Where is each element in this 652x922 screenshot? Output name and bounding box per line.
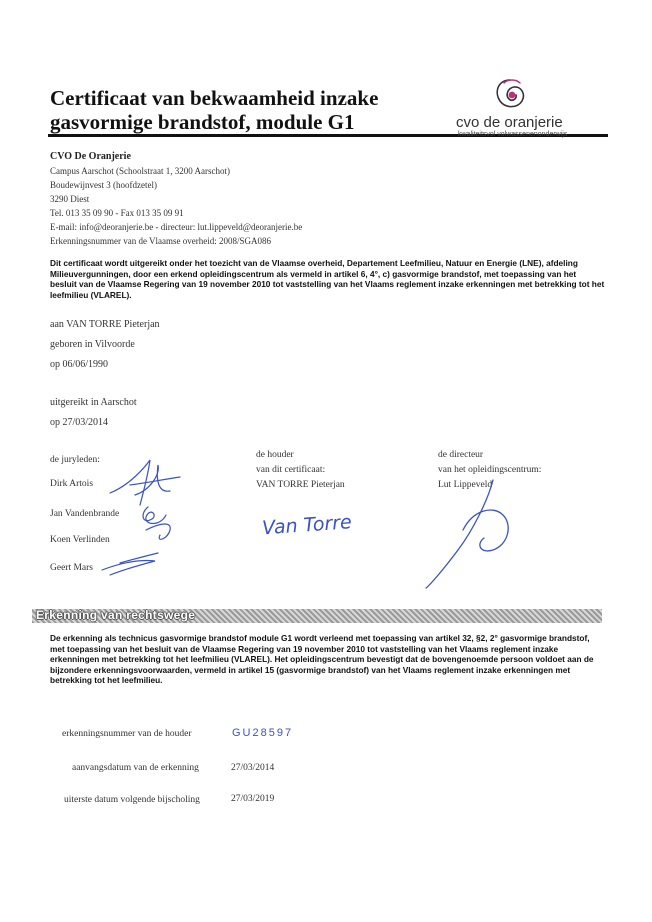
- org-registration: Erkenningsnummer van de Vlaamse overheid: 2008/SGA086: [50, 236, 272, 246]
- jury-member: Jan Vandenbrande: [50, 509, 120, 519]
- oranjerie-logo-icon: [490, 74, 530, 114]
- org-address-line2: 3290 Diest: [50, 194, 90, 204]
- jury-member: Geert Mars: [50, 563, 93, 573]
- jury-member: Koen Verlinden: [50, 535, 110, 545]
- jury-signatures-icon: [100, 455, 210, 580]
- org-address-line1: Boudewijnvest 3 (hoofdzetel): [50, 180, 157, 190]
- holder-signature-icon: [261, 505, 353, 545]
- intro-paragraph: Dit certificaat wordt uitgereikt onder het toezicht van de Vlaamse overheid, Departement Leefmilieu, Natuur en Energie (LNE), afdeling Milieuvergunningen, door een erkend opleidingscentrum als vermeld in artikel 6, 4°, c) gasvormige brandstof, met toepassing van het besluit van de Vlaamse Regering van 19 november 2010 tot vaststelling van het Vlaams reglement inzake erkenningen met betrekking tot het leefmilieu (VLAREL).: [50, 258, 605, 300]
- org-phone: Tel. 013 35 09 90 - Fax 013 35 09 91: [50, 208, 184, 218]
- holder-signature-text: Van Torre: [261, 511, 353, 540]
- org-name: CVO De Oranjerie: [50, 151, 131, 162]
- field-value-next-training: 27/03/2019: [231, 794, 275, 804]
- holder-sign-label2: van dit certificaat:: [256, 465, 326, 475]
- logo-wordmark: cvo de oranjerie: [456, 114, 563, 131]
- director-label2: van het opleidingscentrum:: [438, 465, 542, 475]
- field-label-start-date: aanvangsdatum van de erkenning: [72, 763, 199, 773]
- field-value-start-date: 27/03/2014: [231, 763, 275, 773]
- director-signature-icon: [418, 470, 528, 600]
- director-label1: de directeur: [438, 450, 484, 460]
- holder-sign-label1: de houder: [256, 450, 294, 460]
- logo-tagline: kwaliteitsvol volwassenenonderwijs: [458, 131, 568, 138]
- jury-member: Dirk Artois: [50, 479, 94, 489]
- issued-place: uitgereikt in Aarschot: [50, 397, 137, 408]
- section-title: Erkenning van rechtswege: [36, 608, 196, 622]
- holder-birthdate: op 06/06/1990: [50, 359, 109, 370]
- holder-name-line: aan VAN TORRE Pieterjan: [50, 319, 160, 330]
- director-name: Lut Lippeveld: [438, 480, 493, 490]
- field-label-next-training: uiterste datum volgende bijscholing: [64, 795, 200, 805]
- certificate-title-line1: Certificaat van bekwaamheid inzake: [50, 86, 379, 110]
- holder-birthplace: geboren in Vilvoorde: [50, 339, 135, 350]
- certificate-title-line2: gasvormige brandstof, module G1: [50, 110, 355, 134]
- holder-sign-name: VAN TORRE Pieterjan: [256, 480, 345, 490]
- issued-date: op 27/03/2014: [50, 417, 109, 428]
- recognition-paragraph: De erkenning als technicus gasvormige brandstof module G1 wordt verleend met toepassing van artikel 32, §2, 2° gasvormige brandstof, met toepassing van het besluit van de Vlaamse Regering van 19 november 2010 tot vaststelling van het Vlaams reglement inzake erkenningen met betrekking tot het leefmilieu (VLAREL). Het opleidingscentrum bevestigt dat de bovengenoemde persoon voldoet aan de bijzondere erkenningsvoorwaarden, vermeld in artikel 15 (gasvormige brandstof) van het Vlaams reglement inzake erkenningen met betrekking tot het leefmilieu.: [50, 633, 594, 685]
- org-campus: Campus Aarschot (Schoolstraat 1, 3200 Aarschot): [50, 166, 230, 176]
- field-value-registration-number: GU28597: [232, 727, 294, 739]
- field-label-registration-number: erkenningsnummer van de houder: [62, 729, 192, 739]
- org-email: E-mail: info@deoranjerie.be - directeur: lut.lippeveld@deoranjerie.be: [50, 222, 303, 232]
- jury-label: de juryleden:: [50, 455, 100, 465]
